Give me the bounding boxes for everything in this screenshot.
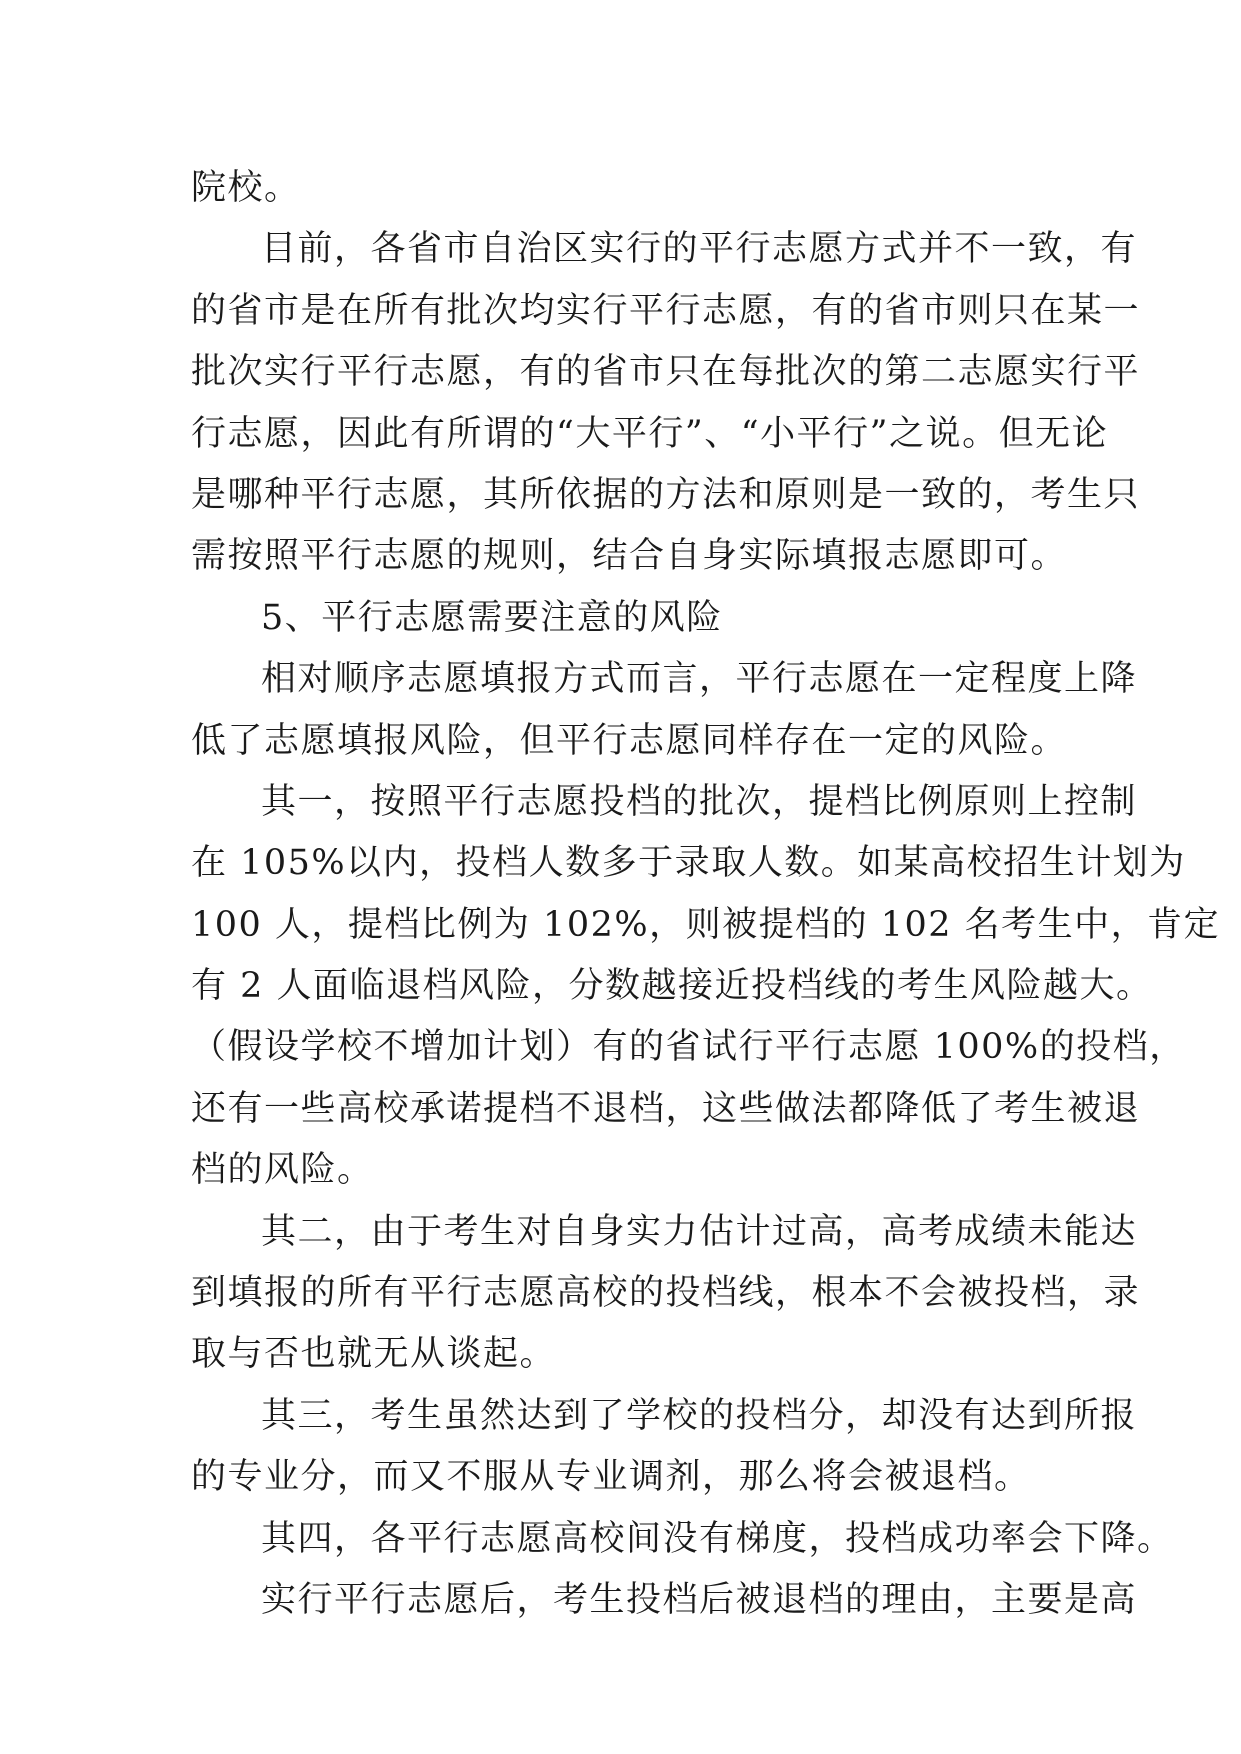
- text-line: 批次实行平行志愿，有的省市只在每批次的第二志愿实行平: [191, 352, 1141, 393]
- paragraph-start-line: 其三，考生虽然达到了学校的投档分，却没有达到所报: [261, 1395, 1138, 1436]
- paragraph-start-line: 其二，由于考生对自身实力估计过高，高考成绩未能达: [261, 1211, 1138, 1252]
- text-line: 的专业分，而又不服从专业调剂，那么将会被退档。: [191, 1457, 1031, 1498]
- document-body: [191, 158, 1221, 1631]
- text-line: 低了志愿填报风险，但平行志愿同样存在一定的风险。: [191, 720, 1068, 761]
- text-line: 在 105%以内，投档人数多于录取人数。如某高校招生计划为: [191, 843, 1186, 884]
- text-line: 有 2 人面临退档风险，分数越接近投档线的考生风险越大。: [191, 966, 1153, 1007]
- text-line: 100 人，提档比例为 102%，则被提档的 102 名考生中，肯定: [191, 904, 1221, 945]
- text-line: 还有一些高校承诺提档不退档，这些做法都降低了考生被退: [191, 1088, 1141, 1129]
- paragraph-start-line: 其一，按照平行志愿投档的批次，提档比例原则上控制: [261, 781, 1138, 822]
- text-line: 行志愿，因此有所谓的“大平行”、“小平行”之说。但无论: [191, 413, 1109, 454]
- section-heading: 5、平行志愿需要注意的风险: [261, 597, 723, 638]
- text-line: 需按照平行志愿的规则，结合自身实际填报志愿即可。: [191, 536, 1068, 577]
- text-line: 院校。: [191, 168, 301, 208]
- paragraph-start-line: 实行平行志愿后，考生投档后被退档的理由，主要是高: [261, 1579, 1138, 1620]
- text-line: （假设学校不增加计划）有的省试行平行志愿 100%的投档，: [191, 1027, 1186, 1068]
- text-line: 取与否也就无从谈起。: [191, 1334, 557, 1375]
- text-line: 是哪种平行志愿，其所依据的方法和原则是一致的，考生只: [191, 474, 1141, 515]
- text-line: 档的风险。: [191, 1150, 374, 1191]
- text-line: 的省市是在所有批次均实行平行志愿，有的省市则只在某一: [191, 290, 1141, 331]
- paragraph-start-line: 目前，各省市自治区实行的平行志愿方式并不一致，有: [261, 229, 1138, 270]
- paragraph-start-line: 其四，各平行志愿高校间没有梯度，投档成功率会下降。: [261, 1518, 1174, 1559]
- text-line: 到填报的所有平行志愿高校的投档线，根本不会被投档，录: [191, 1273, 1141, 1314]
- paragraph-start-line: 相对顺序志愿填报方式而言，平行志愿在一定程度上降: [261, 659, 1138, 700]
